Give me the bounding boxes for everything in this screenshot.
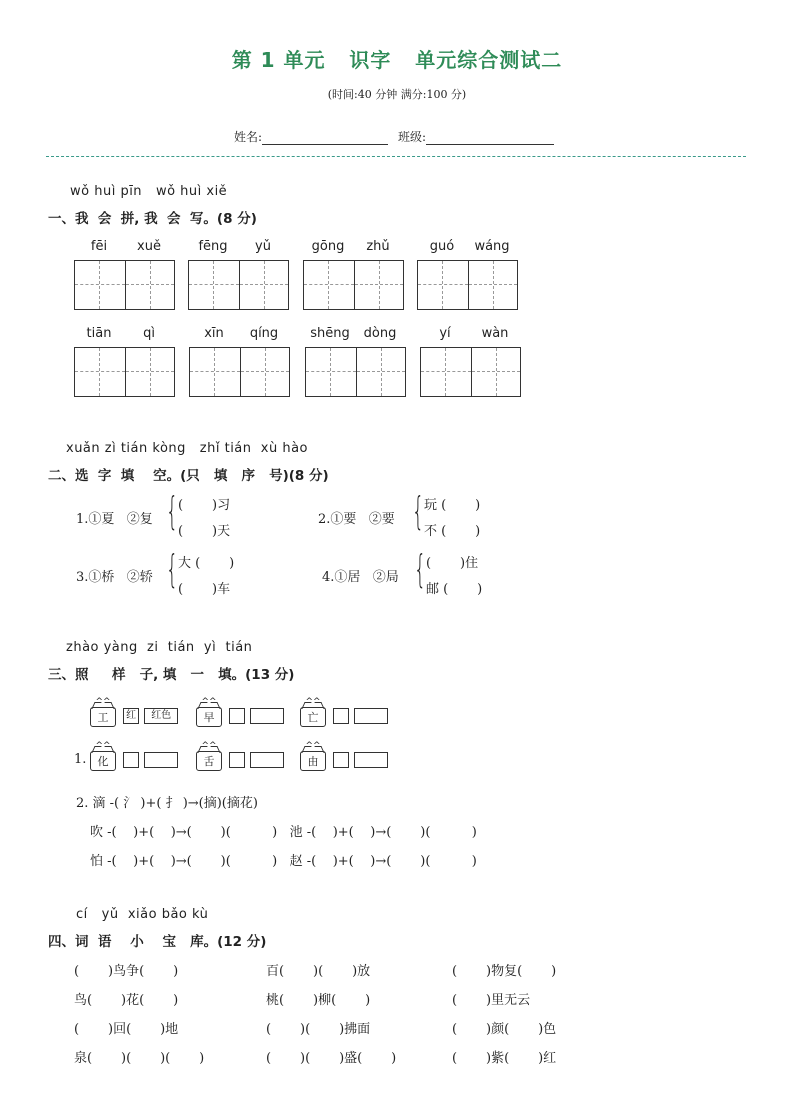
tianzige-grid[interactable]: [417, 260, 518, 310]
s2-q2-b[interactable]: 不 ( ): [424, 524, 481, 539]
tianzige-cell[interactable]: [356, 348, 406, 396]
tianzige-grid[interactable]: [74, 260, 175, 310]
tianzige-cell[interactable]: [75, 261, 125, 309]
cat-char-box: ^^ 由: [298, 748, 328, 772]
tianzige-grid[interactable]: [74, 347, 175, 397]
idiom-blank[interactable]: 桃( )柳( ): [266, 993, 371, 1008]
grid-pinyin: yǔ: [255, 239, 271, 254]
grid-pinyin: xīn: [204, 326, 224, 341]
grid-pinyin: fēi: [90, 239, 108, 254]
tianzige-cell[interactable]: [468, 261, 518, 309]
tianzige-grid[interactable]: [189, 347, 290, 397]
class-label: 班级:: [398, 130, 427, 144]
grid-pinyin: xuě: [137, 239, 161, 254]
idiom-blank[interactable]: 百( )( )放: [266, 964, 371, 979]
s2-heading: 二、选 字 填 空。(只 填 序 号)(8 分): [48, 468, 329, 484]
idiom-blank[interactable]: ( )回( )地: [74, 1022, 179, 1037]
idiom-blank[interactable]: ( )颜( )色: [452, 1022, 557, 1037]
divider: [46, 156, 746, 157]
idiom-blank[interactable]: 泉( )( )( ): [74, 1051, 205, 1066]
tianzige-grid[interactable]: [420, 347, 521, 397]
tianzige-cell[interactable]: [240, 348, 290, 396]
idiom-blank[interactable]: ( )( )盛( ): [266, 1051, 397, 1066]
tianzige-grid[interactable]: [305, 347, 406, 397]
s3-item-zao[interactable]: [194, 697, 284, 728]
tianzige-cell[interactable]: [354, 261, 404, 309]
idiom-blank[interactable]: 鸟( )花( ): [74, 993, 179, 1008]
page-subtitle: (时间:40 分钟 满分:100 分): [327, 88, 467, 101]
s2-q4-b[interactable]: 邮 ( ): [426, 582, 483, 597]
s3-item-she[interactable]: [194, 741, 284, 772]
s3-item-hua[interactable]: [88, 741, 178, 772]
grid-pinyin: wàn: [481, 326, 509, 341]
tianzige-cell[interactable]: [418, 261, 468, 309]
s2-q1-label: 1.①夏 ②复: [76, 512, 153, 527]
s3-item-wang[interactable]: [298, 697, 388, 728]
s2-q4-label: 4.①居 ②局: [322, 570, 399, 585]
s2-pinyin: xuǎn zì tián kòng zhǐ tián xù hào: [66, 441, 309, 456]
tianzige-cell[interactable]: [125, 261, 175, 309]
name-label: 姓名:: [234, 130, 263, 144]
grid-pinyin: gōng: [311, 239, 345, 254]
s3-item-you[interactable]: [298, 741, 388, 772]
idiom-blank[interactable]: ( )紫( )红: [452, 1051, 557, 1066]
cat-char-box: ^^ 工: [88, 704, 118, 728]
s3-q2-line-2[interactable]: 怕 -( )+( )→( )( ) 赵 -( )+( )→( )( ): [90, 854, 477, 869]
example-box-b: 红色: [144, 708, 178, 724]
s3-q2-example: 2. 滴 -( 氵 )+( 扌 )→(摘)(摘花): [76, 796, 258, 811]
brace: {: [414, 547, 427, 591]
grid-pinyin: shēng: [310, 326, 350, 341]
s1-pinyin: wǒ huì pīn wǒ huì xiě: [70, 184, 228, 199]
example-box-a: 红: [123, 708, 139, 724]
brace: {: [412, 489, 425, 533]
s3-q2-line-1[interactable]: 吹 -( )+( )→( )( ) 池 -( )+( )→( )( ): [90, 825, 477, 840]
idiom-blank[interactable]: ( )( )拂面: [266, 1022, 371, 1037]
grid-pinyin: fēng: [198, 239, 228, 254]
tianzige-grid[interactable]: [188, 260, 289, 310]
tianzige-cell[interactable]: [239, 261, 289, 309]
tianzige-cell[interactable]: [190, 348, 240, 396]
cat-char-box: ^^ 亡: [298, 704, 328, 728]
s4-pinyin: cí yǔ xiǎo bǎo kù: [76, 907, 209, 922]
name-field[interactable]: [234, 128, 388, 145]
grid-pinyin: guó: [429, 239, 455, 254]
idiom-blank[interactable]: ( )物复( ): [452, 964, 557, 979]
tianzige-cell[interactable]: [125, 348, 175, 396]
s3-heading: 三、照 样 子, 填 一 填。(13 分): [48, 667, 295, 683]
s3-pinyin: zhào yàng zi tián yì tián: [66, 640, 253, 655]
tianzige-cell[interactable]: [421, 348, 471, 396]
grid-pinyin: tiān: [86, 326, 112, 341]
brace: {: [166, 489, 179, 533]
s2-q2-label: 2.①要 ②要: [318, 512, 395, 527]
s3-row1-label: 1.: [74, 752, 87, 767]
s2-q1-a[interactable]: ( )习: [178, 498, 231, 513]
grid-pinyin: yí: [439, 326, 451, 341]
grid-pinyin: dòng: [363, 326, 397, 341]
s2-q3-label: 3.①桥 ②轿: [76, 570, 153, 585]
tianzige-grid[interactable]: [303, 260, 404, 310]
grid-pinyin: qì: [143, 326, 155, 341]
tianzige-cell[interactable]: [189, 261, 239, 309]
s2-q2-a[interactable]: 玩 ( ): [424, 498, 481, 513]
s3-example: [88, 697, 178, 728]
s2-q4-a[interactable]: ( )住: [426, 556, 479, 571]
s2-q3-b[interactable]: ( )车: [178, 582, 231, 597]
idiom-blank[interactable]: ( )里无云: [452, 993, 531, 1008]
s2-q1-b[interactable]: ( )天: [178, 524, 231, 539]
idiom-blank[interactable]: ( )鸟争( ): [74, 964, 179, 979]
class-field[interactable]: [398, 128, 554, 145]
tianzige-cell[interactable]: [75, 348, 125, 396]
tianzige-cell[interactable]: [306, 348, 356, 396]
grid-pinyin: zhǔ: [366, 239, 390, 254]
cat-char-box: ^^ 化: [88, 748, 118, 772]
s1-heading: 一、我 会 拼, 我 会 写。(8 分): [48, 211, 257, 227]
tianzige-cell[interactable]: [471, 348, 521, 396]
grid-pinyin: qíng: [249, 326, 279, 341]
cat-char-box: ^^ 舌: [194, 748, 224, 772]
grid-pinyin: wáng: [474, 239, 510, 254]
brace: {: [166, 547, 179, 591]
s2-q3-a[interactable]: 大 ( ): [178, 556, 235, 571]
tianzige-cell[interactable]: [304, 261, 354, 309]
cat-char-box: ^^ 早: [194, 704, 224, 728]
page-title: 第 1 单元 识字 单元综合测试二: [231, 48, 563, 72]
s4-heading: 四、词 语 小 宝 库。(12 分): [48, 934, 267, 950]
